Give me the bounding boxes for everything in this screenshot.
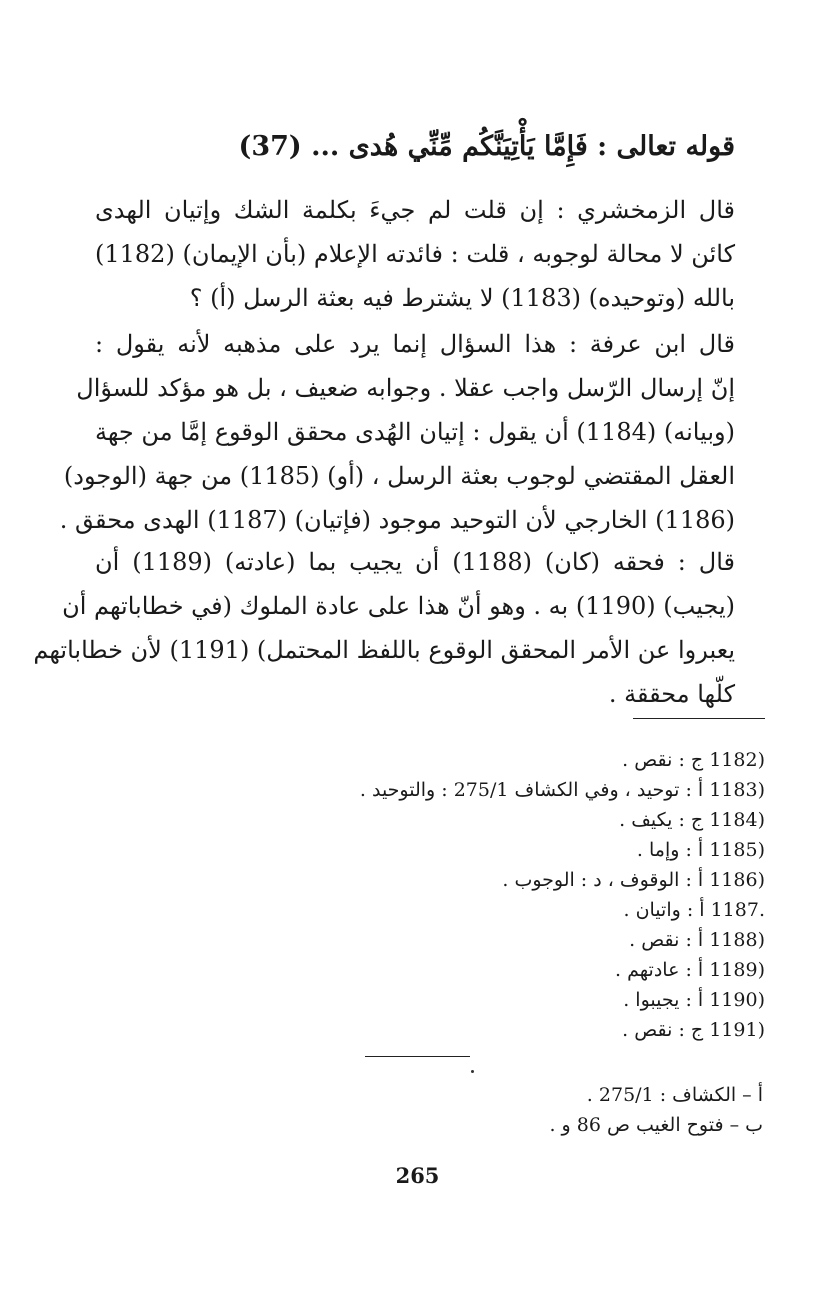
reference-separator <box>365 1056 470 1057</box>
footnote-number: (1188 <box>709 929 765 951</box>
footnote-text: أ : الوقوف ، د : الوجوب . <box>502 869 704 891</box>
footnote-item <box>205 955 765 985</box>
reference-item: أ – الكشاف : 275/1 . <box>586 1084 763 1106</box>
footnote-item <box>205 745 765 775</box>
paragraph-ibn-arafa <box>59 322 735 542</box>
paragraph-qal-fahaqquhu <box>33 540 735 716</box>
reference-item: ب – فتوح الغيب ص 86 و . <box>549 1114 763 1136</box>
footnote-number: (1185 <box>709 839 765 861</box>
separator-dot <box>471 1070 474 1073</box>
paragraph-line: قال الزمخشري : إن قلت لم جيءَ بكلمة الشك وإتيان الهدى <box>95 196 735 224</box>
footnote-number: (1189 <box>709 959 765 981</box>
footnote-item <box>205 895 765 925</box>
footnote-item <box>205 805 765 835</box>
footnote-text: أ : عادتهم . <box>615 959 704 981</box>
paragraph-line: العقل المقتضي لوجوب بعثة الرسل ، (أو) (1185) من جهة (الوجود) <box>63 462 735 490</box>
footnote-item <box>205 775 765 805</box>
footnote-text: ج : نقص . <box>622 749 704 771</box>
paragraph-line: (يجيب) (1190) به . وهو أنّ هذا على عادة الملوك (في خطاباتهم أن <box>62 592 735 620</box>
paragraph-line: قال : فحقه (كان) (1188) أن يجيب بما (عادته) (1189) أن <box>95 548 735 576</box>
paragraph-line: (1186) الخارجي لأن التوحيد موجود (فإتيان) (1187) الهدى محقق . <box>59 506 735 534</box>
verse-heading: قوله تعالى : فَإِمَّا يَأْتِيَنَّكُم مِّنِّي هُدى ... (37) <box>238 131 735 162</box>
footnote-text: أ : وإما . <box>636 839 704 861</box>
footnote-number: .1187 <box>710 899 765 921</box>
footnote-number: (1183 <box>709 779 765 801</box>
footnote-number: (1184 <box>709 809 765 831</box>
footnote-text: ج : نقص . <box>622 1019 704 1041</box>
paragraph-line: يعبروا عن الأمر المحقق الوقوع باللفظ المحتمل) (1191) لأن خطاباتهم <box>33 636 735 664</box>
paragraph-line: كائن لا محالة لوجوبه ، قلت : فائدته الإعلام (بأن الإيمان) (1182) <box>95 240 735 268</box>
paragraph-line: قال ابن عرفة : هذا السؤال إنما يرد على مذهبه لأنه يقول : <box>95 330 735 358</box>
footnote-number: (1186 <box>709 869 765 891</box>
footnote-number: (1182 <box>709 749 765 771</box>
page-number: 265 <box>395 1163 440 1188</box>
footnotes-list <box>205 745 765 1045</box>
footnote-number: (1191 <box>709 1019 765 1041</box>
footnote-number: (1190 <box>709 989 765 1011</box>
footnote-text: ج : يكيف . <box>619 809 704 831</box>
footnote-item <box>205 835 765 865</box>
footnote-item <box>205 925 765 955</box>
paragraph-line: إنّ إرسال الرّسل واجب عقلا . وجوابه ضعيف ، بل هو مؤكد للسؤال <box>76 374 735 402</box>
footnote-item <box>205 865 765 895</box>
footnote-item <box>205 985 765 1015</box>
footnote-separator <box>633 718 765 719</box>
footnote-item <box>205 1015 765 1045</box>
paragraph-line: بالله (وتوحيده) (1183) لا يشترط فيه بعثة الرسل (أ) ؟ <box>189 284 735 312</box>
paragraph-line: (وبيانه) (1184) أن يقول : إتيان الهُدى محقق الوقوع إمَّا من جهة <box>95 418 735 446</box>
footnote-text: أ : نقص . <box>629 929 704 951</box>
footnote-text: أ : واتيان . <box>623 899 705 921</box>
paragraph-zamakhshari <box>95 188 735 320</box>
references-list <box>303 1080 763 1140</box>
footnote-text: أ : توحيد ، وفي الكشاف 275/1 : والتوحيد . <box>359 779 704 801</box>
footnote-text: أ : يجيبوا . <box>623 989 704 1011</box>
paragraph-line: كلّها محققة . <box>608 680 735 708</box>
